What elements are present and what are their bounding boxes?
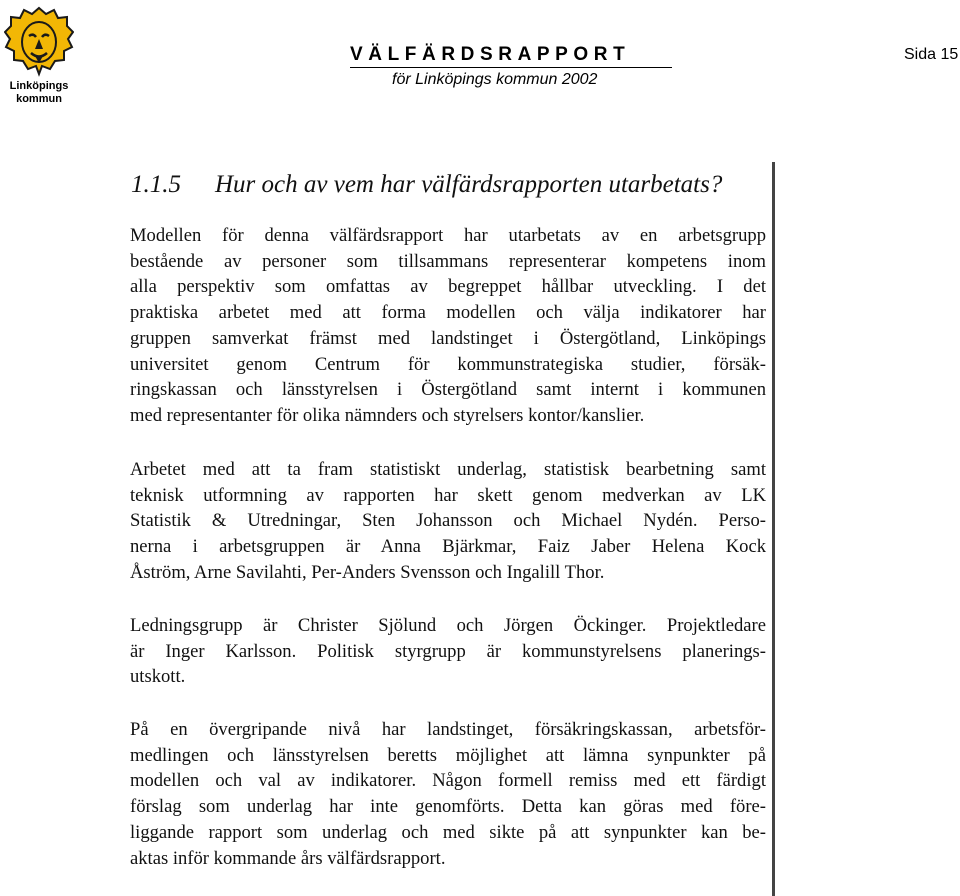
text-line: universitet genom Centrum för kommunstrategiska studier, försäk-: [130, 353, 766, 375]
text-line: är Inger Karlsson. Politisk styrgrupp är kommunstyrelsens planerings-: [130, 640, 766, 662]
text-line: Ledningsgrupp är Christer Sjölund och Jörgen Öckinger. Projektledare: [130, 615, 766, 636]
text-line: utskott.: [130, 666, 186, 688]
logo-line-1: Linköpings: [9, 80, 69, 92]
logo-line-2: kommun: [16, 93, 62, 105]
lion-crest-icon: [4, 6, 74, 80]
logo-wordmark: [4, 80, 74, 106]
text-line: Åström, Arne Savilahti, Per-Anders Svensson och Ingalill Thor.: [130, 561, 605, 583]
text-line: med representanter för olika nämnders och styrelsers kontor/kanslier.: [130, 404, 645, 426]
paragraph-2: [130, 457, 766, 586]
text-line: alla perspektiv som omfattas av begreppet hållbar utveckling. I det: [130, 276, 766, 298]
section-number: 1.1.5: [131, 171, 181, 198]
linkopings-kommun-logo: [4, 6, 74, 106]
text-line: Arbetet med att ta fram statistiskt underlag, statistisk bearbetning samt: [130, 459, 766, 480]
text-line: ringskassan och länsstyrelsen i Östergötland samt internt i kommunen: [130, 379, 766, 401]
text-line: teknisk utformning av rapporten har skett genom medverkan av LK: [130, 484, 766, 506]
text-line: På en övergripande nivå har landstinget, försäkringskassan, arbetsför-: [130, 719, 766, 740]
paragraph-4: [130, 717, 766, 871]
text-line: nerna i arbetsgruppen är Anna Bjärkmar, Faiz Jaber Helena Kock: [130, 536, 766, 558]
report-subtitle: för Linköpings kommun 2002: [392, 71, 598, 88]
text-line: bestående av personer som tillsammans representerar kompetens inom: [130, 250, 766, 272]
report-title: VÄLFÄRDSRAPPORT: [350, 44, 631, 65]
text-line: medlingen och länsstyrelsen beretts möjlighet att lämna synpunkter på: [130, 744, 766, 766]
title-underline: [350, 67, 672, 68]
text-line: gruppen samverkat främst med landstinget i Östergötland, Linköpings: [130, 327, 766, 349]
paragraph-3: [130, 613, 766, 690]
text-line: liggande rapport som underlag och med sikte på att synpunkter kan be-: [130, 821, 766, 843]
section-heading: [131, 170, 722, 200]
text-line: aktas inför kommande års välfärdsrapport.: [130, 847, 446, 869]
section-title: Hur och av vem har välfärdsrapporten utarbetats?: [215, 171, 723, 198]
text-line: Modellen för denna välfärdsrapport har utarbetats av en arbetsgrupp: [130, 225, 766, 246]
text-line: praktiska arbetet med att forma modellen och välja indikatorer har: [130, 302, 766, 324]
text-line: modellen och val av indikatorer. Någon formell remiss med ett färdigt: [130, 770, 766, 792]
text-line: Statistik & Utredningar, Sten Johansson och Michael Nydén. Perso-: [130, 510, 766, 532]
page-number: Sida 15: [904, 46, 959, 63]
revision-bar: [772, 162, 775, 896]
paragraph-1: [130, 223, 766, 429]
text-line: förslag som underlag har inte genomförts. Detta kan göras med före-: [130, 796, 766, 818]
